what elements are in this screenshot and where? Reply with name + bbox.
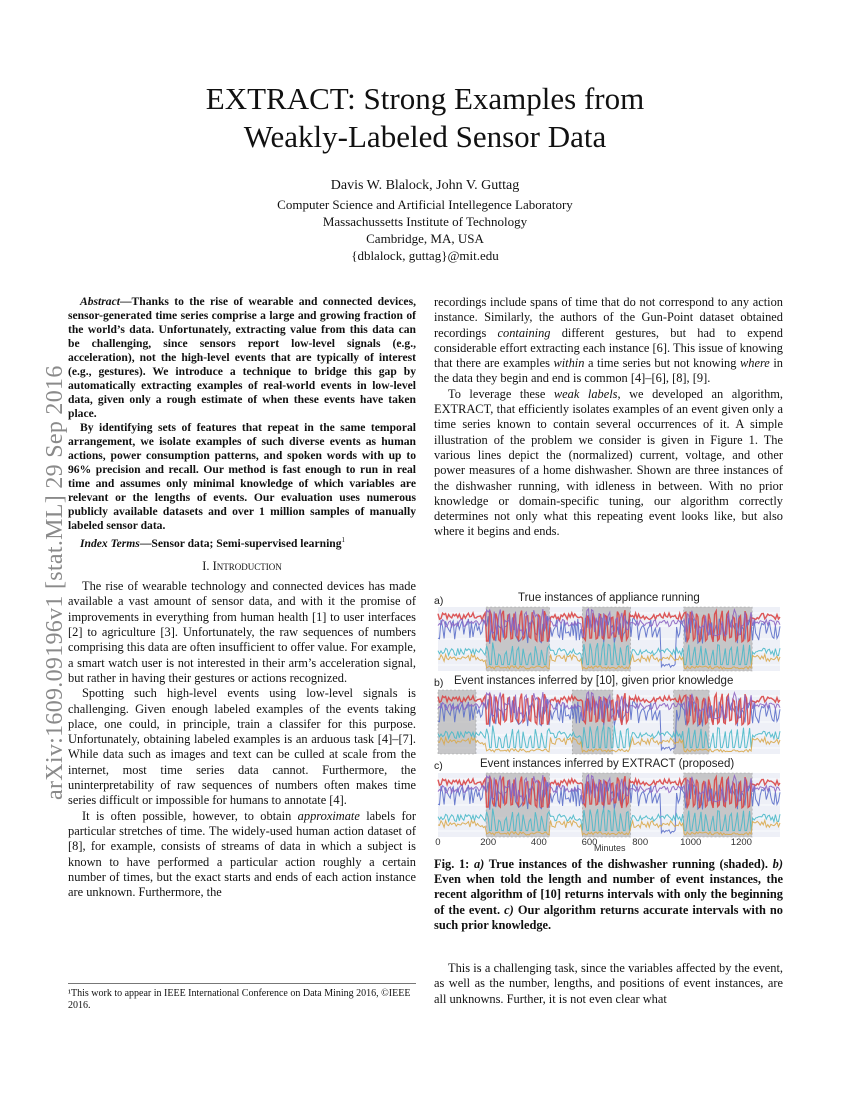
intro-paragraph-2: Spotting such high-level events using low-level signals is challenging. Given enough labeled examples of the events taking place, one could, in principle, train a classifer for this purpose. Unfortunately, obtaining labeled examples is an arduous task [4]–[7]. While data such as images and text can be cull​ed at scale from the internet, most time series data cannot. Furthermore, the uninterpretability of raw sequences of numbers often makes time series difficult or impossible for humans to annotate [4]. [68,686,416,808]
figure-1 [434,591,784,853]
title-line-2: Weakly-Labeled Sensor Data [243,119,607,154]
affiliation-institute: Massachussetts Institute of Technology [322,214,528,229]
intro-paragraph-1: The rise of wearable technology and connected devices has made available a vast amount of sensor data, and with it the promise of improvements in everything from human health [1] to user interfaces [2] to agriculture [3]. Unfortunately, the raw sequences of numbers comprising this data are often insufficient to offer value. For example, a smart watch user is not interested in their arm’s acceleration signal, but rather in having their gestures or actions recognized. [68,579,416,685]
x-tick-label: 1200 [730,837,752,848]
abstract [68,295,416,551]
x-tick-label: 600 [581,837,598,848]
arxiv-identifier: arXiv:1609.09196v1 [stat.ML] 29 Sep 2016 [42,365,68,800]
x-tick-label: 1000 [680,837,702,848]
affiliation [0,196,850,264]
panel-a-title: True instances of appliance running [518,592,700,604]
right-column [434,295,783,540]
figure-1-plot [434,591,784,853]
abstract-p2: By identifying sets of features that repeat in the same temporal arrangement, we isolate examples of such diverse events as human actions, power consumption patterns, and spoken words with up to 96% precision and recall. Our method is fast enough to run in real time and assumes only minimal knowledge of which variables are relevant or the lengths of events. Our evaluation uses numerous publicly available datasets and over 1 million samples of manually labeled sensor data. [68,421,416,532]
title-line-1: EXTRACT: Strong Examples from [205,81,645,116]
abstract-label: Abstract [80,295,120,308]
index-terms: —Sensor data; Semi-supervised learning [139,536,342,550]
x-axis-label: Minutes [594,843,626,853]
authors: Davis W. Blalock, John V. Guttag [330,178,520,193]
panel-c-title: Event instances inferred by EXTRACT (proposed) [480,758,735,770]
footnote-mark: 1 [341,536,346,544]
x-tick-label: 800 [632,837,649,848]
right-paragraph-3: This is a challenging task, since the variables affected by the event, as well as the number, lengths, and positions of event instances, are all unknowns. Further, it is not even clear what [434,961,783,1006]
right-paragraph-1: recordings include spans of time that do not correspond to any action instance. Similarly, the authors of the Gun-Point dataset obtained recordings containing different gestures, but had to expend considerable effort extracting each instance [6]. This issue of knowing that there are examples within a time series but not knowing where in the data they begin and end is common [4]–[6], [8], [9]. [434,295,783,386]
abstract-p1: —Thanks to the rise of wearable and connected devices, sensor-generated time series comprise a large and growing fraction of the world’s data. Unfortunately, extracting value from this data can be challenging, since sensors report low-level signals (e.g., acceleration), not the high-level events that are typically of interest (e.g., gestures). We introduce a technique to bridge this gap by automatically extracting examples of real-world events in low-level data, given only a rough estimate of when these events have taken place. [68,295,416,420]
paper-title [0,80,850,156]
panel-c-label: c) [434,760,443,772]
panel-b-title: Event instances inferred by [10], given prior knowledge [454,675,734,687]
affiliation-lab: Computer Science and Artificial Intellegence Laboratory [277,197,573,212]
section-heading-introduction: I. Introduction [202,558,282,573]
affiliation-email: {dblalock, guttag}@mit.edu [351,248,499,263]
right-paragraph-2: To leverage these weak labels, we developed an algorithm, EXTRACT, that efficiently isolates examples of an event given only a time series known to contain several occurrences of it. A simple illustration of the problem we consider is given in Figure 1. The various lines depict the (normalized) current, voltage, and other power measures of a home dishwasher. Shown are three instances of the dishwasher running, with idleness in between. With no prior knowledge or domain-specific tuning, our algorithm correctly determines not only what this repeating event looks like, but also where it begins and ends. [434,386,784,539]
panel-a-label: a) [434,595,444,607]
figure-1-caption: Fig. 1: a) True instances of the dishwasher running (shaded). b) Even when told the length and number of event instances, the recent algorithm of [10] returns intervals with only the beginning of the event. c) Our algorithm returns accurate intervals with no such prior knowledge. [434,857,783,932]
x-tick-label: 400 [530,837,547,848]
intro-paragraph-3: It is often possible, however, to obtain approximate labels for particular stretches of time. The widely-used human action dataset of [8], for example, consists of streams of data in which a subject is known to have performed a particular action roughly a certain number of times, but the exact starts and ends of each action instance are unknown. Furthermore, the [68,808,416,900]
left-column [68,295,416,900]
panel-b-label: b) [434,677,444,689]
affiliation-location: Cambridge, MA, USA [366,231,484,246]
x-tick-label: 0 [435,837,441,848]
index-terms-label: Index Terms [80,536,140,550]
x-tick-label: 200 [480,837,497,848]
footnote: ¹This work to appear in IEEE International Conference on Data Mining 2016, ©IEEE 2016. [68,983,416,1012]
